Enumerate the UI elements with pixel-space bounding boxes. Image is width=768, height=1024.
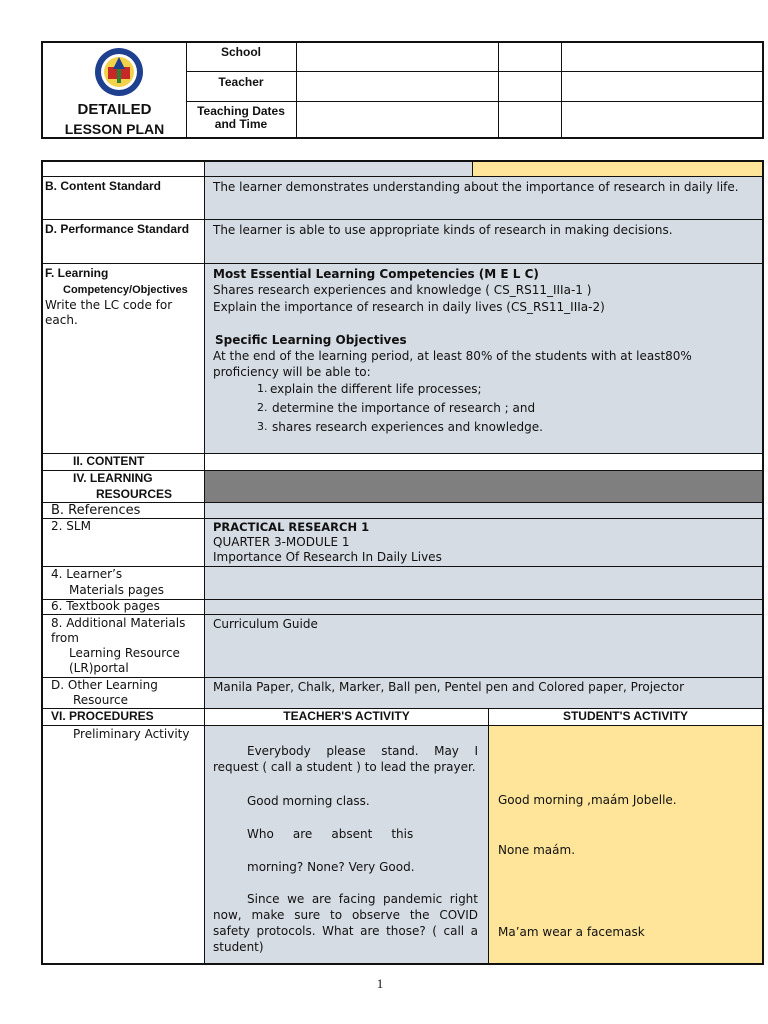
additional-materials-text: Curriculum Guide [213, 617, 318, 631]
objective-item: shares research experiences and knowledge. [272, 420, 543, 434]
additional-materials-label: 8. Additional Materials [51, 616, 186, 630]
objective-item: explain the different life processes; [270, 382, 482, 396]
student-line: Good morning ,maám Jobelle. [498, 793, 677, 807]
lesson-table [41, 160, 764, 965]
student-activity-heading: STUDENT'S ACTIVITY [562, 709, 689, 723]
teacher-line: Who are absent this [247, 827, 414, 841]
textbook-label: 6. Textbook pages [51, 599, 160, 613]
slo-heading: Specific Learning Objectives [215, 333, 407, 347]
dates-label-line1: Teaching Dates [197, 104, 285, 118]
slm-topic: Importance Of Research In Daily Lives [213, 550, 442, 564]
school-label: School [220, 45, 261, 59]
student-line: None maám. [498, 843, 576, 857]
teacher-activity-heading: TEACHER'S ACTIVITY [283, 709, 410, 723]
slm-quarter: QUARTER 3-MODULE 1 [213, 535, 350, 549]
other-resource-text: Manila Paper, Chalk, Marker, Ball pen, Pentel pen and Colored paper, Projector [213, 680, 685, 694]
header-table [41, 41, 764, 139]
document-title: DETAILED [77, 101, 152, 118]
learners-materials-label: 4. Learner’s [51, 567, 123, 581]
performance-standard-label: D. Performance Standard [45, 222, 190, 236]
teacher-line: Everybody please stand. May I request ( call a student ) to lead the prayer. [213, 744, 478, 774]
objective-item: determine the importance of research ; and [272, 401, 536, 415]
additional-materials-label-2: from [51, 631, 79, 645]
competency-objectives-label: Competency/Objectives [63, 284, 188, 296]
teacher-label: Teacher [218, 75, 264, 89]
performance-standard-text: The learner is able to use appropriate kinds of research in making decisions. [213, 223, 673, 237]
additional-materials-label-4: (LR)portal [69, 661, 129, 675]
slm-title: PRACTICAL RESEARCH 1 [213, 520, 370, 534]
other-resource-label: D. Other Learning [51, 678, 158, 692]
objective-number: 3. [257, 420, 268, 433]
melc-item-1: Shares research experiences and knowledge ( CS_RS11_IIIa-1 ) [213, 283, 592, 297]
learning-resources-label: IV. LEARNING [73, 471, 153, 485]
content-standard-label: B. Content Standard [45, 179, 161, 193]
slo-intro: At the end of the learning period, at least 80% of the students with at least80% proficiency will be able to: [213, 349, 692, 379]
preliminary-activity-label: Preliminary Activity [73, 727, 190, 741]
slm-label: 2. SLM [51, 519, 91, 533]
dates-label-line2: and Time [214, 117, 268, 131]
objective-number: 1. [257, 382, 268, 395]
school-seal-logo [94, 47, 144, 97]
document-subtitle: LESSON PLAN [64, 121, 165, 137]
melc-item-2: Explain the importance of research in daily lives (CS_RS11_IIIa-2) [213, 300, 605, 314]
content-label: II. CONTENT [73, 454, 145, 468]
other-resource-label-2: Resource [73, 693, 129, 707]
page-number: 1 [376, 976, 384, 991]
teacher-line: Good morning class. [247, 794, 370, 808]
teacher-line: morning? None? Very Good. [247, 860, 415, 874]
objective-number: 2. [257, 401, 268, 414]
melc-heading: Most Essential Learning Competencies (M E L C) [213, 267, 539, 281]
procedures-label: VI. PROCEDURES [51, 709, 154, 723]
lc-code-note: Write the LC code for each. [45, 298, 173, 327]
student-line: Ma’am wear a facemask [498, 925, 645, 939]
teacher-line: Since we are facing pandemic right now, make sure to observe the COVID safety protocols. What are those? ( call a student) [213, 892, 478, 954]
learners-materials-label-2: Materials pages [69, 583, 165, 597]
references-label: B. References [51, 503, 141, 518]
learning-resources-label-2: RESOURCES [96, 487, 173, 501]
content-standard-text: The learner demonstrates understanding about the importance of research in daily life. [213, 180, 739, 194]
learning-competency-label: F. Learning [45, 266, 109, 280]
additional-materials-label-3: Learning Resource [69, 646, 180, 660]
